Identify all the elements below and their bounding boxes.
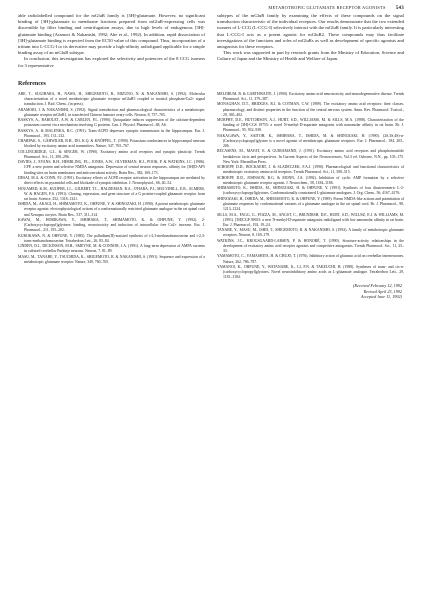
body-left-column (18, 13, 205, 69)
reference-entry: SHINOZAKI, H., ISHIDA, M., SHIMAMOTO, K. & OHFUNE, Y. (1989). Potent NMDA-like actions and potentiation of glutamate responses by conformational variants of a glutamate analogue in the rat spinal cord. Br. J. Pharmacol., 98, 1213–1224. (217, 196, 404, 212)
body-right-column (217, 13, 404, 69)
references-heading: References (18, 80, 46, 87)
paragraph: subtypes of the mGluR family by examining the effects of these compounds on the signal transduction characteristic of the individual receptors. Our results demonstrate that the two extended isomers of L-CCG (L-CCG-I) selectively interact with the mGluR family. It is particularly interesting that L-CCG-I acts as a potent agonist for mGluR2. These compounds may thus facilitate investigations of the functions and roles of mGluRs as well as development of specific agonists and antagonists for these receptors. (217, 13, 404, 50)
body-text (18, 13, 404, 69)
reference-entry: HOUAMED, K.M., KUIJPER, J.L., GILBERT, T.L., HALDEMAN, B.A., O'HARA, P.J., MULVIHILL, E.R., ALMERS, W. & HAGEN, F.S. (1991). Cloning, expression, and gene structure of a G protein-coupled glutamate receptor from rat brain. Science, 252, 1318–1321. (18, 186, 205, 201)
reference-entry: MELDRUM, B. & GARTHWAITE, J. (1990). Excitatory amino acid neurotoxicity and neurodegenerative disease. Trends Pharmacol. Sci., 11, 379–387. (217, 91, 404, 101)
reference-entry: LINDEN, D.J., DICKINSON, M.H., SMEYNE, M. & CONNOR, J.A. (1991). A long-term depression of AMPA currents in cultured cerebellar Purkinje neurons. Neuron, 7, 81–89. (18, 244, 205, 254)
reference-entry: SCHOEPP, D.D., BOCKAERT, J. & SLADECZEK, F.A.J. (1990). Pharmacological and functional characteristics of metabotropic excitatory amino acid receptors. Trends Pharmacol. Sci., 11, 508–515. (217, 165, 404, 175)
revised-date: Revised April 23, 1992 (363, 288, 402, 294)
received-date: (Received February 12, 1992 (352, 283, 402, 289)
accepted-date: Accepted June 11, 1992) (360, 294, 402, 300)
reference-entry: MONAGHAN, D.T., BRIDGES, R.J. & COTMAN, C.W. (1989). The excitatory amino acid receptors: their classes, pharmacology, and distinct properties in the function of the central nervous system. Annu. Rev. Pharmacol. Toxicol., 29, 365–402. (217, 102, 404, 117)
reference-entry: ISHIDA, M., AKAGI, H., SHIMAMOTO, K., OHFUNE, Y. & SHINOZAKI, H. (1990). A potent metabotropic glutamate receptor agonist: electrophysiological actions of a conformationally restricted glutamate analogue in the rat spinal cord and Xenopus oocytes. Brain Res., 537, 311–314. (18, 202, 205, 217)
reference-entry: BASKYS, A. & MALENKA, R.C. (1991). Trans-ACPD depresses synaptic transmission in the hippocampus. Eur. J. Pharmacol., 193, 131–132. (18, 128, 205, 138)
reference-entry: KAWAI, M., HORIKAWA, Y., ISHIHARA, T., SHIMAMOTO, K. & OHFUNE, Y. (1992). 2-(Carboxycyclopropyl)glycines: binding, neurotoxicity and induction of intracellular free Ca2+ increase. Eur. J. Pharmacol., 211, 195–202. (18, 217, 205, 233)
running-title: METABOTROPIC GLUTAMATE RECEPTOR AGONISTS (268, 5, 386, 10)
reference-entry: YAMAMOTO, C., YAMASHITA, H. & CHUJO, T. (1976). Inhibitory action of glutamic acid on cerebellar interneurones. Nature, 262, 786–787. (217, 254, 404, 264)
reference-entry: RECASENS, M., MAYAT, E. & GUIRAMAND, J. (1991). Excitatory amino acid receptors and phosphoinositide breakdown: facts and perspectives. In Current Aspects of the Neurosciences, Vol.3 ed. Osborne, N.N., pp. 103–175. New York: Macmillan Press. (217, 149, 404, 164)
references-right-column (217, 92, 404, 300)
reference-entry: MURPHY, D.E., HUTCHISON, A.J., HURT, S.D., WILLIAMS, M. & SILLS, M.A. (1988). Characterization of the binding of [3H]-CGS 19755: a novel N-methyl-D-aspartate antagonist with nanomolar affinity in rat brain. Br. J. Pharmacol., 95, 932–938. (217, 118, 404, 133)
references-section (18, 92, 404, 300)
reference-entry: SHIMAMOTO, K., ISHIDA, M., SHINOZAKI, H. & OHFUNE, Y. (1991). Synthesis of four diastereomeric L-2-(carboxycyclopropyl)glycines. Conformationally constrained L-glutamate analogues. J. Org. Chem., 56, 4167–4176. (217, 186, 404, 196)
acknowledgement: This work was supported in part by research grants from the Ministry of Education, Science and Culture of Japan and the Ministry of Health and Welfare of Japan. (217, 50, 404, 62)
reference-entry: DAVIES, J., EVANS, R.H., HERRLING, P.L., JONES, A.W., OLVERMAN, H.J., POOK, P. & WATKINS, J.C. (1986). CPP, a new potent and selective NMDA antagonist. Depression of central neuron responses, affinity for [3H]D-AP5 binding sites on brain membranes and anticonvulsant activity. Brain Res., 382, 169–173. (18, 160, 205, 175)
paragraph: able radiolabelled compound for the mGluR family is [3H]-glutamate. However, no significant binding of [3H]-glutamate to membrane fractions prepared from mGluR-expressing cells was discernible by filter binding and centrifugation assays, due to high levels of endogenous [3H]-glutamate binding (Aramori & Nakanishi, 1992; Abe et al., 1992). In addition, rapid dissociation of [3H]-glutamate binding is expected from the EC50 value of this compound. Thus, incorporation of a tritium into L-CCG-I or its derivative may provide a high-affinity radioligand applicable for a simple binding assay of an mGluR subtype. (18, 13, 205, 56)
reference-entry: SILLS, M.A., FAGG, G., POZZA, M., ANGST, C., BRUNDISH, D.E., HURT, S.D., WILUSZ, E.J. & WILLIAMS, M. (1991). [3H]CGP 39653: a new N-methyl-D-aspartate antagonist radioligand with low nanomolar affinity in rat brain. Eur. J. Pharmacol., 192, 19–24. (217, 212, 404, 227)
reference-entry: COLLINGRIDGE, G.L. & SINGER, W. (1990). Excitatory amino acid receptors and synaptic plasticity. Trends Pharmacol. Sci., 11, 290–296. (18, 149, 205, 159)
reference-entry: ARAMORI, I. & NAKANISHI, S. (1992). Signal transduction and pharmacological characteristics of a metabotropic glutamate receptor mGluR1, in transfected Chinese hamster ovary cells. Neuron, 8, 757–765. (18, 107, 205, 117)
reference-entry: TANABE, Y., MASU, M., ISHII, T., SHIGEMOTO, R. & NAKANISHI, S. (1992). A family of metabotropic glutamate receptors. Neuron, 8, 169–179. (217, 228, 404, 238)
running-header (18, 5, 404, 13)
reference-entry: WATKINS, J.C., KROGSGAARD-LARSEN, P. & HONORÉ, T. (1990). Structure-activity relationships in the development of excitatory amino acid receptor agonists and competitive antagonists. Trends Pharmacol. Sci., 11, 25–33. (217, 238, 404, 253)
reference-entry: KUROKAWA, N. & OHFUNE, Y. (1985). The palladium(II)-assisted synthesis of t-2,3-methanohomoserine and t-2,3-trans-methanohomoserine. Tetrahedron Lett., 26, 83–84. (18, 233, 205, 243)
reference-entry: CHARPAK, S., GÄHWILER, B.H., DO, K.Q. & KNÖPFEL, T. (1990). Potassium conductances in hippocampal neurons blocked by excitatory amino-acid transmitters. Nature, 347, 765–767. (18, 139, 205, 149)
received-history (217, 283, 404, 300)
reference-entry: DESAI, M.A. & CONN, P.J. (1991). Excitatory effects of ACPD receptor activation in the hippocampus are mediated by direct effects on pyramidal cells and blockade of synaptic inhibition. J. Neurophysiol., 66, 40–52. (18, 176, 205, 186)
paragraph: In conclusion, this investigation has explored the selectivity and potencies of the 8 CCG isomers for 3 representative (18, 56, 205, 68)
reference-entry: YAMANOI, K., OHFUNE, Y., WATANABE, K., LI, P.N. & TAKEUCHI, H. (1988). Syntheses of trans- and cis-α-(carboxycyclopropyl)glycines. Novel neuroinhibitory amino acids as L-glutamate analogue. Tetrahedron Lett., 29, 1181–1184. (217, 265, 404, 280)
references-left-column (18, 92, 205, 300)
reference-entry: ABE, T., SUGIHARA, H., NAWA, H., SHIGEMOTO, R., MIZUNO, N. & NAKANISHI, S. (1992). Molecular characterization of a novel metabotropic glutamate receptor mGluR5 coupled to inositol phosphate/Ca2+ signal transduction. J. Biol. Chem., (in press). (18, 91, 205, 107)
reference-entry: BASKYS, A., BAROLET, A.W. & CARLEN, P.L. (1990). Quisqualate induces suppression of the calcium-dependent potassium current via a mechanism involving G proteins. Can. J. Physiol. Pharmacol., 68, A6. (18, 118, 205, 128)
page-number: 543 (395, 6, 404, 11)
reference-entry: MASU, M., TANABE, Y., TSUCHIDA, K., SHIGEMOTO, R. & NAKANISHI, S. (1991). Sequence and expression of a metabotropic glutamate receptor. Nature, 349, 760–765. (18, 254, 205, 264)
reference-entry: NAKAGAWA, Y., SAITOH, K., ISHIHARA, T., ISHIDA, M. & SHINOZAKI, H. (1990). (2S,3S,4S)-α-(Carboxycyclopropyl)glycine is a novel agonist of metabotropic glutamate receptors. Eur. J. Pharmacol., 184, 205–206. (217, 133, 404, 148)
reference-entry: SCHOEPP, D.D., JOHNSON, B.G. & MONN, J.A. (1992). Inhibition of cyclic AMP formation by a selective metabotropic glutamate receptor agonist. J. Neurochem., 58, 1184–1186. (217, 175, 404, 185)
